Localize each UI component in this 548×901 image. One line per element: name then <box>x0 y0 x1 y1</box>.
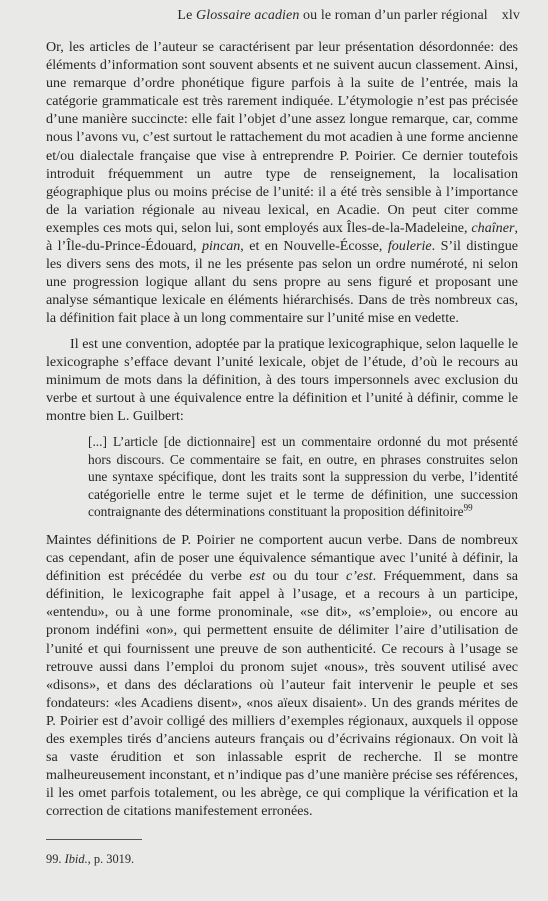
footnote-number: 99. <box>46 852 62 866</box>
footnote-reference: 99 <box>463 502 473 513</box>
running-head-title: Le Glossaire acadien ou le roman d’un parler régional <box>177 8 488 23</box>
example-word-foulerie: foulerie <box>387 238 432 255</box>
example-word-pincan: pincan <box>201 238 241 255</box>
footnote-divider <box>46 839 142 840</box>
footnote <box>46 852 134 867</box>
italic-word-est: est <box>249 568 266 585</box>
page-number: xlv <box>501 8 520 23</box>
block-quote: [...] L’article [de dictionnaire] est un commentaire ordonné du mot présenté hors discours. Ce commentaire se fait, en outre, en phrases construites selon une syntaxe spécifique, dont les traits sont la suppression du verbe, l’identité catégorielle entre le terme sujet et le terme de définition, une succession contraignante des déterminations constituant la proposition définitoire$^{99}$ <box>88 433 518 520</box>
footnote-ibid: Ibid. <box>64 852 88 866</box>
example-word-chainer: chaîner <box>471 219 515 236</box>
book-title: Glossaire acadien <box>196 8 300 23</box>
paragraph-2: Il est une convention, adoptée par la pratique lexicographique, selon laquelle le lexicographe s’efface devant l’unité lexicale, objet de l’étude, d’où le recours au minimum de mots dans la définition, à des tours impersonnels avec exclusion du verbe et surtout à une équivalence entre la définition et l’unité à définir, comme le montre bien L. Guilbert: <box>46 335 518 424</box>
paragraph-1: Or, les articles de l’auteur se caractérisent par leur présentation désordonnée: des éléments d’information sont souvent absents et ne suivent aucun classement. Ainsi, une remarque d’ordre phonétique figure parfois à la suite de l’entrée, mais la catégorie grammaticale est très rarement indiquée. L’étymologie n’est pas précisée d’une manière succincte: elle fait l’objet d’une assez longue remarque, car, comme nous l’avons vu, c’est surtout le rattachement du mot acadien à une forme ancienne et/ou dialectale française que vise à entreprendre P. Poirier. Ce dernier toutefois introduit fréquemment un autre type de renseignement, la localisation géographique plus ou moins précise de l’unité: il a été très sensible à l’importance de la variation régionale au niveau lexical, en Acadie. On peut citer comme exemples ces mots qui, selon lui, sont employés aux Îles-de-la-Madeleine, chaîner, à l’Île-du-Prince-Édouard, pincan, et en Nouvelle-Écosse, foulerie. S’il distingue les divers sens des mots, il ne les présente pas selon un ordre numéroté, ni selon une progression logique allant du sens propre au sens figuré et proposant une analyse sémantique lexicale en éléments hiérarchisés. Dans de très nombreux cas, la définition fait place à un long commentaire sur l’unité mise en vedette. <box>46 39 518 327</box>
footnote-page: , p. 3019. <box>87 852 135 866</box>
italic-word-cest: c’est <box>345 568 373 585</box>
running-head <box>0 8 520 24</box>
paragraph-3: Maintes définitions de P. Poirier ne comportent aucun verbe. Dans de nombreux cas cependant, afin de poser une équivalence sémantique avec l’unité à définir, la définition est précédée du verbe est ou du tour c’est. Fréquemment, dans sa définition, le lexicographe fait appel à l’usage, et a recours à un participe, «entendu», ou à une forme pronominale, «se dit», «s’emploie», ou encore au pronom indéfini «on», qui permettent ensuite de délimiter l’aire d’utilisation de l’unité et qui fournissent une preuve de son authenticité. Ce recours à l’usage se retrouve aussi dans l’emploi du pronom sujet «nous», très souvent utilisé avec «disons», et dans des déclarations où l’auteur fait intervenir le peuple et ses fondateurs: «les Acadiens disent», «nos aïeux disaient». Un des grands mérites de P. Poirier est d’avoir colligé des milliers d’exemples régionaux, auxquels il oppose des exemples tirés d’anciens auteurs français ou d’écrivains régionaux. On voit là sa vaste érudition et son inlassable esprit de recherche. Il se montre malheureusement inconstant, et n’indique pas d’une manière précise ses références, il les omet parfois totalement, ou les abrège, ce qui complique la vérification et la correction de citations manifestement erronées. <box>46 531 518 820</box>
body-text <box>46 38 518 820</box>
